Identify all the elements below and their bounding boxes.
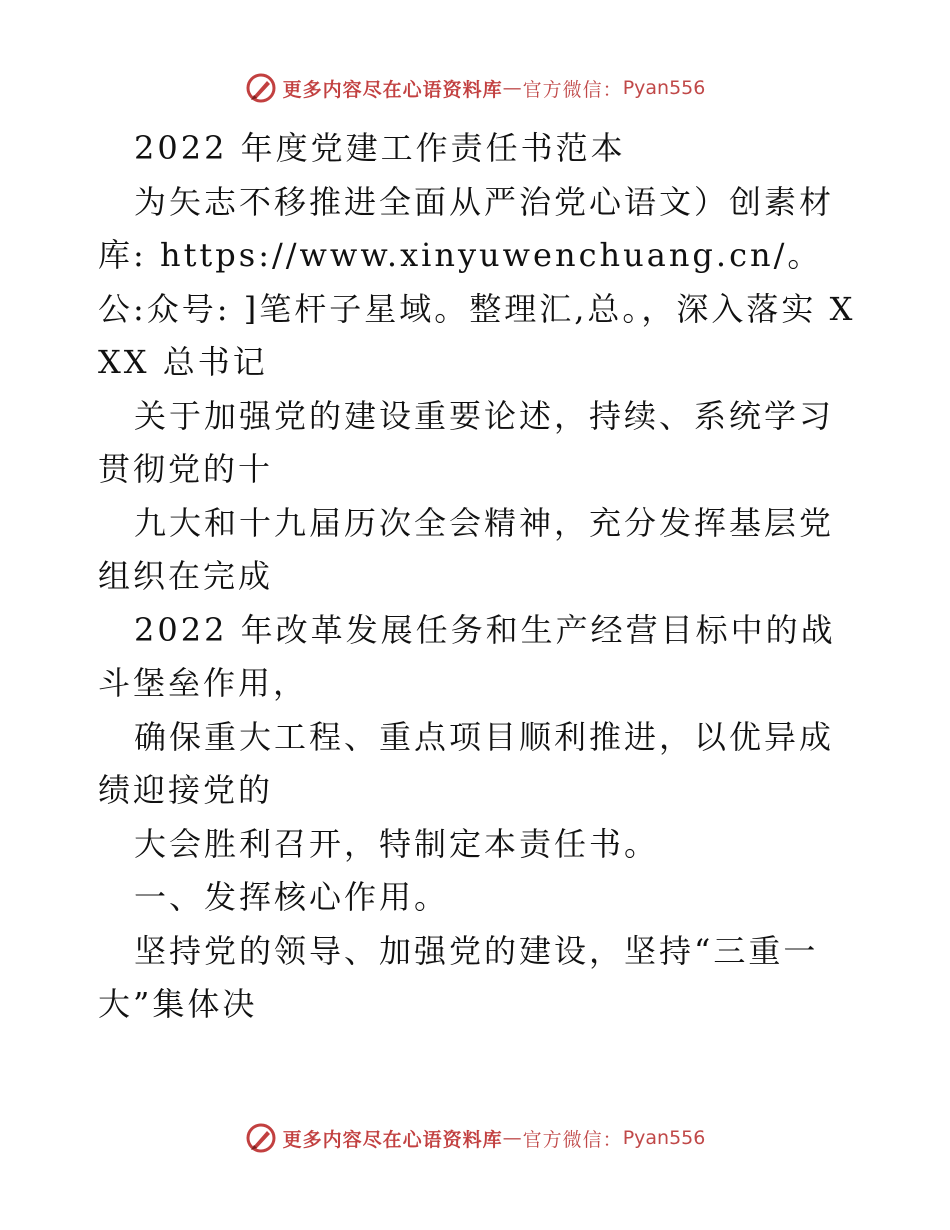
section-heading: 一、发挥核心作用。 [134, 878, 450, 916]
banner-separator: — [502, 1127, 523, 1149]
footer-banner [0, 1122, 950, 1154]
banner-main-text: 更多内容尽在心语资料库 [282, 1128, 503, 1151]
banner-text [283, 75, 706, 102]
document-title: 2022 年度党建工作责任书范本 [134, 129, 626, 167]
document-body [98, 122, 858, 1032]
paragraph: 确保重大工程、重点项目顺利推进，以优异成绩迎接党的 [98, 717, 835, 809]
banner-separator: — [502, 77, 523, 99]
pen-logo-icon [245, 1122, 277, 1154]
paragraph: 坚持党的领导、加强党的建设，坚持“三重一大”集体决 [98, 931, 819, 1023]
banner-wechat-label: 官方微信： [522, 78, 623, 101]
banner-main-text: 更多内容尽在心语资料库 [282, 78, 503, 101]
paragraph: 为矢志不移推进全面从严治党心语文）创素材库: https://www.xinyuwenchuang.cn/。公:众号: ]笔杆子星域。整理汇,总。，深入落实 XXX 总书记 [98, 182, 856, 381]
banner-wechat-label: 官方微信： [522, 1128, 623, 1151]
banner-text [283, 1125, 706, 1152]
paragraph: 大会胜利召开，特制定本责任书。 [134, 824, 660, 863]
paragraph: 关于加强党的建设重要论述，持续、系统学习贯彻党的十 [98, 396, 835, 488]
banner-wechat-id: Pyan556 [622, 77, 706, 99]
paragraph: 九大和十九届历次全会精神，充分发挥基层党组织在完成 [98, 503, 835, 595]
paragraph: 2022 年改革发展任务和生产经营目标中的战斗堡垒作用， [98, 610, 836, 702]
header-banner [0, 72, 950, 104]
pen-logo-icon [245, 72, 277, 104]
banner-wechat-id: Pyan556 [622, 1127, 706, 1149]
